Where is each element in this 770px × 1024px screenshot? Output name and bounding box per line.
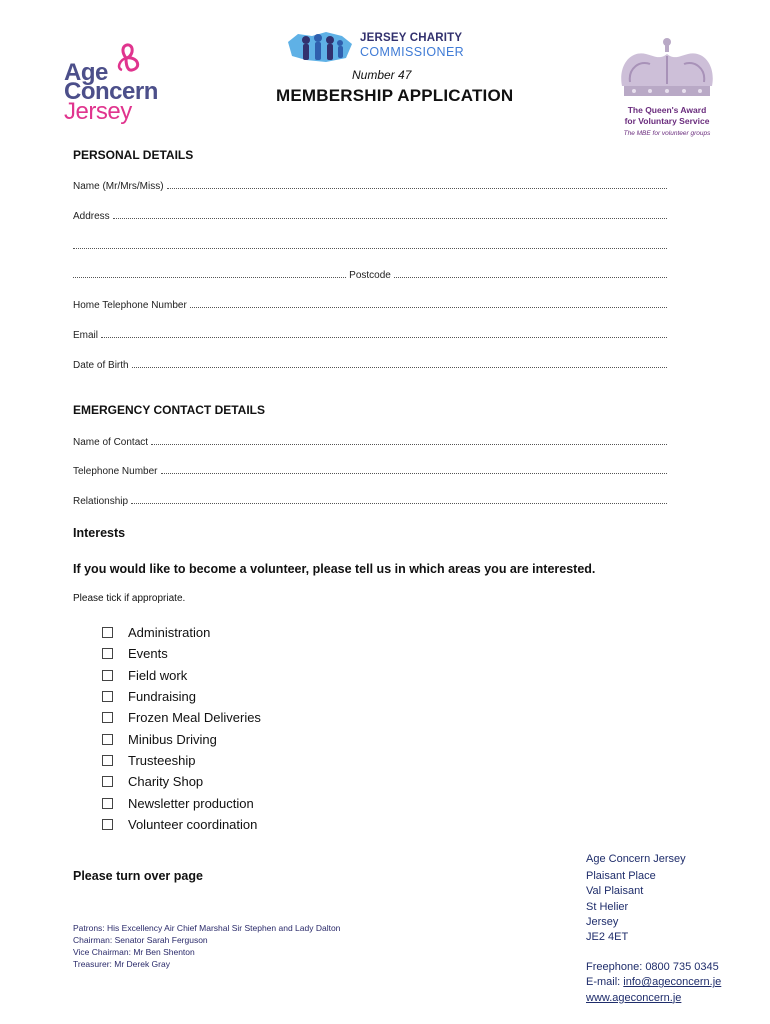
checkbox[interactable] [102, 755, 113, 766]
chairman-line: Chairman: Senator Sarah Ferguson [73, 935, 208, 945]
option-volunteer-coordination[interactable] [102, 814, 261, 835]
website-link[interactable]: www.ageconcern.je [586, 991, 682, 1004]
option-minibus-driving[interactable] [102, 728, 261, 749]
option-label: Frozen Meal Deliveries [128, 710, 261, 726]
contact-phone-label: Telephone Number [73, 466, 158, 477]
relationship-line[interactable] [131, 494, 667, 504]
email-row [586, 975, 721, 990]
checkbox[interactable] [102, 819, 113, 830]
option-label: Minibus Driving [128, 731, 217, 747]
home-phone-field[interactable] [73, 298, 667, 311]
contact-name-label: Name of Contact [73, 437, 149, 448]
address-field[interactable] [73, 209, 667, 222]
butterfly-icon [112, 42, 142, 74]
checkbox[interactable] [102, 691, 113, 702]
turn-over-note: Please turn over page [73, 869, 203, 883]
email-label: Email [73, 330, 99, 341]
charity-logo-line2: COMMISSIONER [360, 45, 465, 59]
address-postcode-row[interactable] [73, 268, 667, 281]
email-field[interactable] [73, 328, 667, 341]
option-label: Newsletter production [128, 795, 254, 811]
address-line: JE2 4ET [586, 931, 629, 944]
contact-name-line[interactable] [151, 435, 667, 445]
checkbox[interactable] [102, 776, 113, 787]
people-group-icon [286, 28, 354, 66]
jersey-charity-commissioner-logo [286, 28, 476, 68]
contact-phone-field[interactable] [73, 464, 667, 477]
contact-phone-line[interactable] [161, 464, 668, 474]
relationship-label: Relationship [73, 496, 129, 507]
award-line1: The Queen's Award [627, 105, 707, 115]
checkbox[interactable] [102, 648, 113, 659]
option-label: Volunteer coordination [128, 816, 258, 832]
option-trusteeship[interactable] [102, 750, 261, 771]
treasurer-line: Treasurer: Mr Derek Gray [73, 959, 170, 969]
dob-label: Date of Birth [73, 360, 129, 371]
option-administration[interactable] [102, 622, 261, 643]
interest-options-list [102, 622, 261, 835]
name-label: Name (Mr/Mrs/Miss) [73, 181, 164, 192]
name-field[interactable] [73, 179, 667, 192]
address-label: Address [73, 211, 110, 222]
option-label: Field work [128, 667, 188, 683]
vice-chairman-line: Vice Chairman: Mr Ben Shenton [73, 947, 195, 957]
address-line-2[interactable] [73, 239, 667, 249]
page-title: MEMBERSHIP APPLICATION [276, 86, 514, 105]
org-name: Age Concern Jersey [586, 853, 686, 865]
relationship-field[interactable] [73, 494, 667, 507]
option-newsletter-production[interactable] [102, 792, 261, 813]
logo-word-age: Age [64, 59, 108, 86]
freephone: Freephone: 0800 735 0345 [586, 961, 719, 974]
name-line[interactable] [167, 179, 667, 189]
option-frozen-meal-deliveries[interactable] [102, 707, 261, 728]
email-prefix: E-mail: [586, 976, 624, 989]
checkbox[interactable] [102, 798, 113, 809]
contact-name-field[interactable] [73, 435, 667, 448]
option-charity-shop[interactable] [102, 771, 261, 792]
form-number: Number 47 [352, 68, 412, 82]
option-label: Events [128, 646, 168, 662]
address-line: Plaisant Place [586, 870, 656, 883]
checkbox[interactable] [102, 712, 113, 723]
personal-details-heading: PERSONAL DETAILS [73, 148, 194, 162]
option-label: Charity Shop [128, 774, 204, 790]
contact-address-block [586, 852, 721, 1006]
dob-field[interactable] [73, 358, 667, 371]
crown-icon [610, 36, 724, 102]
queens-award-logo [610, 36, 730, 140]
email-link[interactable]: info@ageconcern.je [623, 976, 722, 989]
address-line: Val Plaisant [586, 885, 644, 898]
postcode-line[interactable] [394, 268, 667, 278]
emergency-contact-heading: EMERGENCY CONTACT DETAILS [73, 403, 266, 417]
checkbox[interactable] [102, 627, 113, 638]
address-line-1[interactable] [113, 209, 667, 219]
logo-word-jersey: Jersey [64, 98, 132, 125]
address-line-3[interactable] [73, 268, 346, 278]
age-concern-logo [64, 42, 184, 128]
logo-word-concern: Concern [64, 78, 158, 105]
award-line3: The MBE for volunteer groups [623, 130, 711, 137]
patrons-block [73, 922, 340, 970]
patrons-line: Patrons: His Excellency Air Chief Marshal Sir Stephen and Lady Dalton [73, 923, 341, 933]
option-fundraising[interactable] [102, 686, 261, 707]
checkbox[interactable] [102, 734, 113, 745]
option-label: Trusteeship [128, 752, 196, 768]
address-line: St Helier [586, 900, 629, 913]
email-line[interactable] [101, 328, 667, 338]
option-field-work[interactable] [102, 665, 261, 686]
option-events[interactable] [102, 643, 261, 664]
option-label: Administration [128, 625, 211, 641]
tick-instruction: Please tick if appropriate. [73, 593, 186, 604]
interests-heading: Interests [73, 526, 126, 540]
volunteer-question: If you would like to become a volunteer, please tell us in which areas you are interested. [73, 562, 596, 576]
address-line: Jersey [586, 915, 619, 928]
option-label: Fundraising [128, 689, 196, 705]
home-phone-line[interactable] [190, 298, 667, 308]
charity-logo-line1: JERSEY CHARITY [360, 32, 463, 44]
address-field-2[interactable] [73, 239, 667, 249]
postcode-label: Postcode [349, 270, 391, 281]
award-line2: for Voluntary Service [624, 116, 710, 126]
checkbox[interactable] [102, 670, 113, 681]
home-phone-label: Home Telephone Number [73, 300, 187, 311]
dob-line[interactable] [132, 358, 667, 368]
